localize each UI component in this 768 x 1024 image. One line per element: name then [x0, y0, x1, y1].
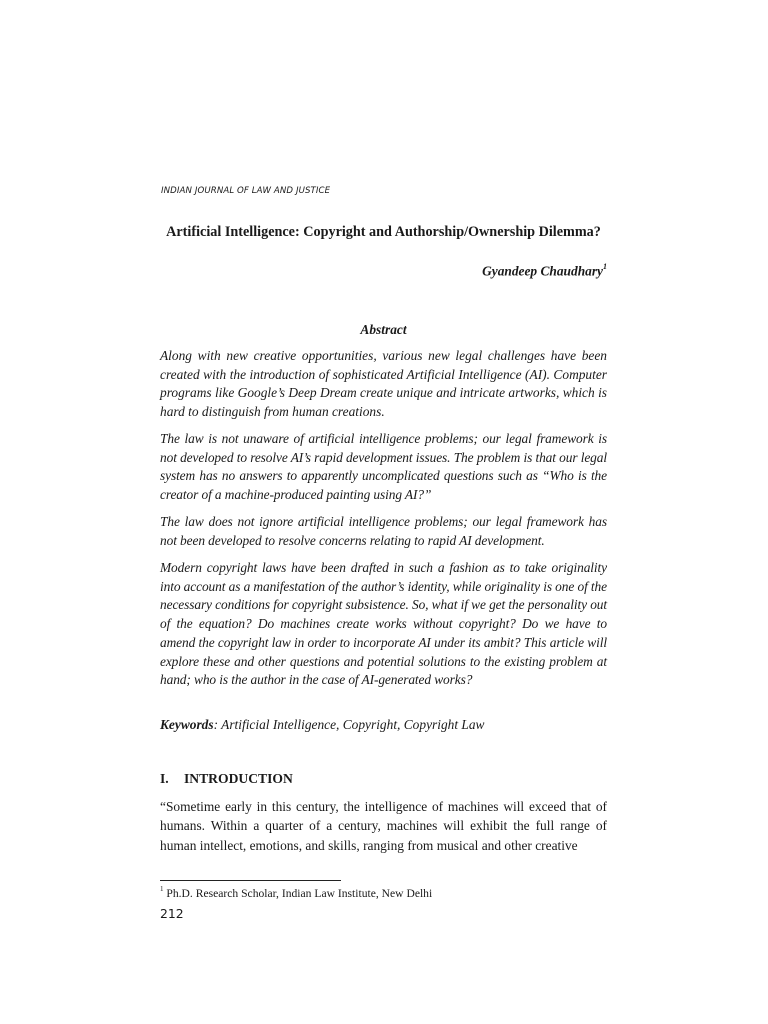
section-title: INTRODUCTION [184, 771, 293, 786]
abstract-paragraph-3: The law does not ignore artificial intelligence problems; our legal framework has not been developed to resolve concerns relating to rapid AI development. [160, 514, 607, 548]
keywords-text: : Artificial Intelligence, Copyright, Copyright Law [213, 717, 485, 732]
footnote [160, 886, 432, 900]
footnote-text: Ph.D. Research Scholar, Indian Law Institute, New Delhi [163, 886, 433, 900]
footnote-mark: 1 [160, 885, 164, 893]
section-number: I. [160, 771, 169, 786]
author-name: Gyandeep Chaudhary [482, 263, 603, 279]
footnote-divider [160, 880, 341, 881]
section-heading [160, 771, 293, 787]
introduction-paragraph: “Sometime early in this century, the intelligence of machines will exceed that of humans. Within a quarter of a century, machines will exhibit the full range of human intellect, emotions, and skills, ranging from musical and other creative [160, 799, 607, 853]
abstract-paragraph-4: Modern copyright laws have been drafted in such a fashion as to take originality into account as a manifestation of the author’s identity, while originality is one of the necessary conditions for copyright subsistence. So, what if we get the personality out of the equation? Do machines create works without copyright? Do we have to amend the copyright law in order to incorporate AI under its ambit? This article will explore these and other questions and potential solutions to the existing problem at hand; who is the author in the case of AI-generated works? [160, 560, 607, 688]
author-line [482, 263, 607, 279]
keywords-label: Keywords [160, 717, 214, 732]
abstract-paragraph-2: The law is not unaware of artificial intelligence problems; our legal framework is not developed to resolve AI’s rapid development issues. The problem is that our legal system has no answers to apparently uncomplicated questions such as “Who is the creator of a machine-produced painting using AI?” [160, 431, 607, 503]
keywords-line [160, 717, 607, 733]
author-footnote-mark: 1 [603, 262, 607, 271]
page-number: 212 [160, 906, 184, 921]
running-head: INDIAN JOURNAL OF LAW AND JUSTICE [161, 186, 331, 196]
abstract-paragraph-1: Along with new creative opportunities, various new legal challenges have been created with the introduction of sophisticated Artificial Intelligence (AI). Computer programs like Google’s Deep Dream create unique and intricate artworks, which is hard to distinguish from human creations. [160, 348, 607, 420]
abstract-heading: Abstract [360, 322, 407, 337]
article-title: Artificial Intelligence: Copyright and Authorship/Ownership Dilemma? [166, 224, 601, 240]
